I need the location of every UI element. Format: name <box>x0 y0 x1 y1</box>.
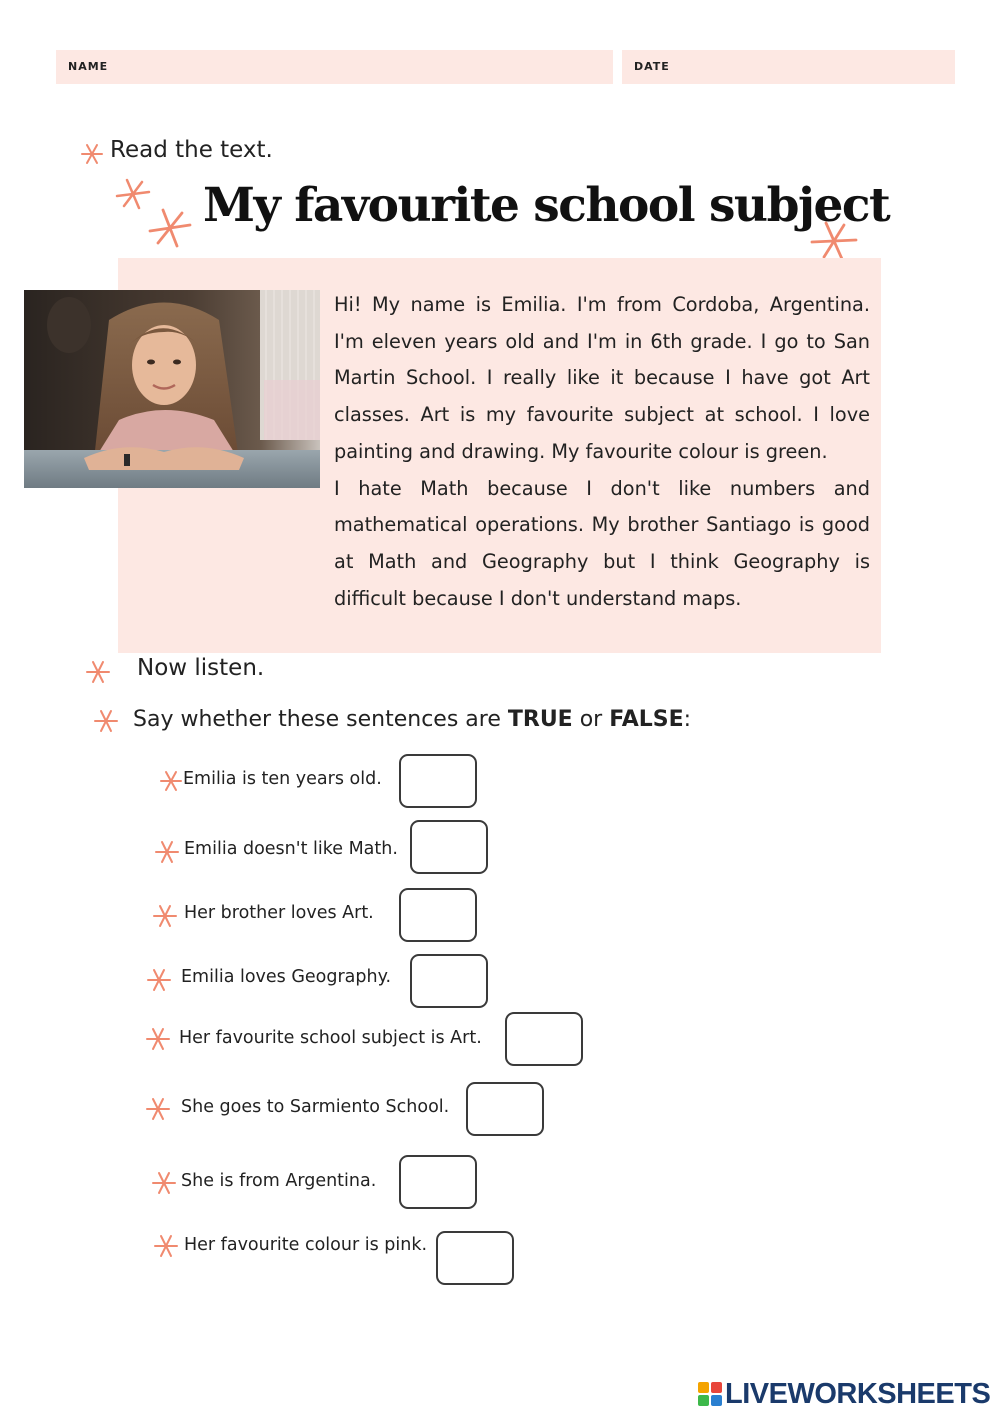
statement-2: Emilia doesn't like Math. <box>184 839 398 859</box>
name-label: NAME <box>68 60 109 73</box>
asterisk-icon <box>160 770 182 792</box>
asterisk-icon <box>115 176 151 212</box>
answer-box-6[interactable] <box>466 1082 544 1136</box>
brand-text: LIVEWORKSHEETS <box>725 1377 991 1410</box>
asterisk-icon <box>85 659 111 685</box>
statement-4: Emilia loves Geography. <box>181 967 392 987</box>
page-title: My favourite school subject <box>203 178 890 233</box>
asterisk-icon <box>93 708 119 734</box>
answer-box-2[interactable] <box>410 820 488 874</box>
answer-box-3[interactable] <box>399 888 477 942</box>
instruction-colon: : <box>683 707 692 732</box>
answer-box-1[interactable] <box>399 754 477 808</box>
true-word: TRUE <box>507 707 573 732</box>
asterisk-icon <box>80 142 104 166</box>
reading-passage <box>334 287 870 617</box>
girl-photo <box>24 290 320 488</box>
statement-6: She goes to Sarmiento School. <box>181 1097 450 1117</box>
false-word: FALSE <box>609 707 684 732</box>
read-instruction: Read the text. <box>110 137 273 163</box>
asterisk-icon <box>146 967 172 993</box>
true-false-instruction <box>133 707 691 732</box>
brand-logo-icon <box>698 1382 722 1406</box>
liveworksheets-logo[interactable] <box>698 1377 990 1411</box>
name-field[interactable] <box>56 50 613 84</box>
asterisk-icon <box>153 904 177 928</box>
asterisk-icon <box>146 1027 170 1051</box>
asterisk-icon <box>152 1171 176 1195</box>
date-field[interactable] <box>622 50 955 84</box>
passage-paragraph: Hi! My name is Emilia. I'm from Cordoba, Argentina. I'm eleven years old and I'm in 6th grade. I go to San Martin School. I really like it because I have got Art classes. Art is my favourite subject at school. I love painting and drawing. My favourite colour is green. <box>334 293 870 463</box>
statement-5: Her favourite school subject is Art. <box>179 1028 482 1048</box>
passage-paragraph: I hate Math because I don't like numbers and mathematical operations. My brother Santiago is good at Math and Geography but I think Geography is difficult because I don't understand maps. <box>334 476 870 610</box>
instruction-text: Say whether these sentences are <box>133 707 508 732</box>
date-label: DATE <box>634 60 670 73</box>
statement-8: Her favourite colour is pink. <box>184 1235 428 1255</box>
asterisk-icon <box>148 206 192 250</box>
listen-instruction: Now listen. <box>137 655 265 681</box>
statement-3: Her brother loves Art. <box>184 903 374 923</box>
answer-box-5[interactable] <box>505 1012 583 1066</box>
instruction-or: or <box>572 707 610 732</box>
answer-box-4[interactable] <box>410 954 488 1008</box>
statement-7: She is from Argentina. <box>181 1171 377 1191</box>
asterisk-icon <box>146 1097 170 1121</box>
statement-1: Emilia is ten years old. <box>183 769 382 789</box>
answer-box-7[interactable] <box>399 1155 477 1209</box>
answer-box-8[interactable] <box>436 1231 514 1285</box>
asterisk-icon <box>154 1234 178 1258</box>
asterisk-icon <box>155 840 179 864</box>
